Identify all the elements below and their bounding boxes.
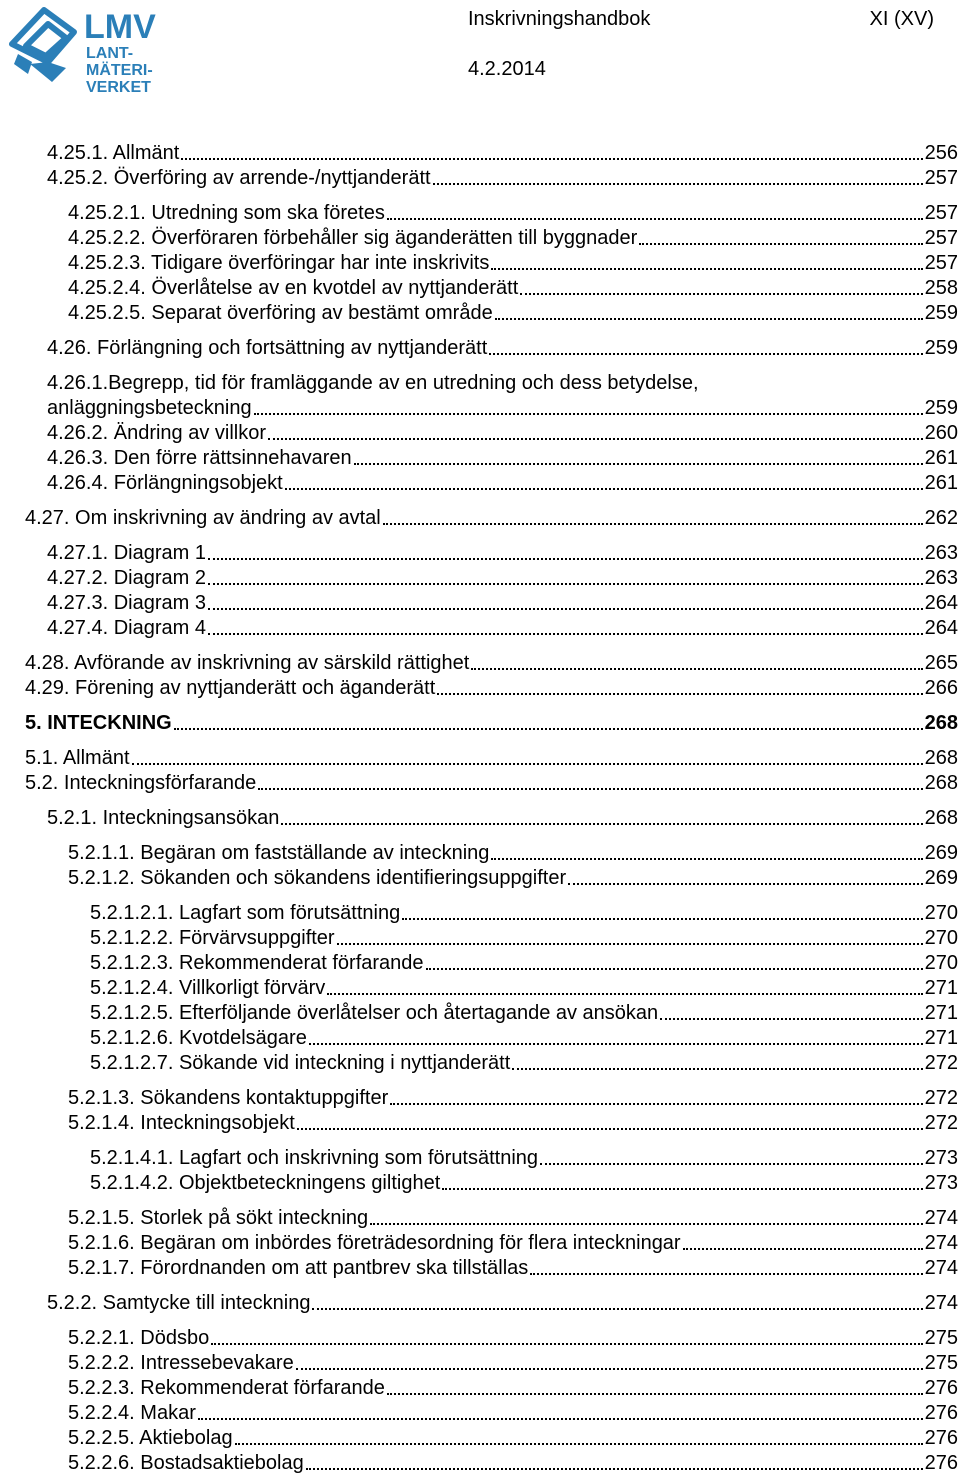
toc-entry-page: 276: [924, 1452, 958, 1474]
toc-entry-heading: [68, 1426, 233, 1451]
toc-entry-page: 269: [924, 867, 958, 889]
toc-entry-title: Ändring av villkor: [113, 422, 267, 444]
toc-entry-number: 5.2.2.: [47, 1292, 98, 1314]
dot-leader: [512, 1068, 922, 1070]
toc-entry-heading: [68, 1086, 388, 1111]
toc-entry-heading: [47, 566, 206, 591]
dot-leader: [383, 523, 923, 525]
toc-entry-title: Överföraren förbehåller sig äganderätten till byggnader: [151, 227, 638, 249]
toc-entry-title: Diagram 4: [113, 617, 206, 639]
toc-entry-page: 268: [924, 747, 958, 769]
dot-leader: [402, 918, 922, 920]
toc-entry[interactable]: [47, 616, 958, 641]
toc-entry-page: 269: [924, 842, 958, 864]
toc-entry-title: Separat överföring av bestämt område: [151, 302, 493, 324]
dot-leader: [530, 1273, 922, 1275]
toc-entry[interactable]: [47, 1291, 958, 1316]
toc-entry-heading: [68, 1111, 295, 1136]
toc-entry-heading: [90, 951, 424, 976]
dot-leader: [211, 1343, 922, 1345]
toc-entry-number: 5.2.1.4.2.: [90, 1172, 174, 1194]
toc-entry-heading: [68, 201, 385, 226]
toc-entry-heading: [25, 711, 172, 736]
toc-entry-title: Förlängning och fortsättning av nyttjanderätt: [97, 337, 488, 359]
svg-text:VERKET: VERKET: [86, 79, 151, 96]
toc-entry-page: 268: [924, 807, 958, 829]
toc-entry[interactable]: [47, 336, 958, 361]
dot-leader: [268, 438, 923, 440]
toc-entry-number: 5.2.1.2.7.: [90, 1052, 174, 1074]
toc-entry-title: Lagfart och inskrivning som förutsättning: [178, 1147, 539, 1169]
toc-entry-title: Objektbeteckningens giltighet: [178, 1172, 441, 1194]
toc-entry-number: 5.2.2.4.: [68, 1402, 135, 1424]
toc-entry[interactable]: [68, 1376, 958, 1401]
dot-leader: [426, 968, 923, 970]
toc-entry-heading: [90, 901, 400, 926]
toc-entry[interactable]: [68, 866, 958, 891]
dot-leader: [254, 413, 923, 415]
toc-entry-page: 275: [924, 1352, 958, 1374]
dot-leader: [471, 668, 922, 670]
toc-entry-page: 271: [924, 977, 958, 999]
toc-entry-heading: [47, 806, 279, 831]
toc-entry-title: Rekommenderat förfarande: [178, 952, 424, 974]
toc-entry-heading: [47, 446, 352, 471]
toc-entry-page: 273: [924, 1147, 958, 1169]
toc-entry-number: 5.2.1.2.4.: [90, 977, 174, 999]
toc-entry-heading: [68, 1351, 294, 1376]
svg-text:MÄTERI-: MÄTERI-: [86, 62, 153, 79]
toc-entry-title: Sökandens kontaktuppgifter: [140, 1087, 389, 1109]
toc-entry-number: 5.1.: [25, 747, 59, 769]
toc-entry-number: 5.2.1.1.: [68, 842, 135, 864]
toc-entry-title: Den förre rättsinnehavaren: [113, 447, 352, 469]
toc-entry[interactable]: [68, 841, 958, 866]
dot-leader: [568, 883, 922, 885]
toc-entry-page: 257: [924, 167, 958, 189]
toc-entry[interactable]: [68, 1256, 958, 1281]
toc-entry-page: 268: [924, 772, 958, 794]
toc-entry-number: 4.25.2.1.: [68, 202, 146, 224]
toc-entry-number: 5.2.2.2.: [68, 1352, 135, 1374]
toc-entry-heading: [68, 1376, 385, 1401]
toc-entry-title-continued: anläggningsbeteckning: [47, 397, 252, 419]
toc-entry-title: Inteckningsansökan: [102, 807, 280, 829]
toc-entry-page: 276: [924, 1377, 958, 1399]
toc-entry-title: Efterföljande överlåtelser och återtagande av ansökan: [178, 1002, 659, 1024]
dot-leader: [208, 633, 923, 635]
toc-entry[interactable]: [68, 226, 958, 251]
toc-entry[interactable]: [47, 471, 958, 496]
document-title: Inskrivningshandbok: [468, 8, 651, 30]
toc-entry-number: 5.2.1.6.: [68, 1232, 135, 1254]
toc-entry-number: 4.26.1.: [47, 372, 109, 394]
dot-leader: [198, 1418, 923, 1420]
dot-leader: [309, 1043, 923, 1045]
toc-entry[interactable]: [68, 1206, 958, 1231]
toc-entry-page: 271: [924, 1027, 958, 1049]
dot-leader: [235, 1443, 923, 1445]
dot-leader: [390, 1103, 922, 1105]
toc-entry[interactable]: [47, 166, 958, 191]
toc-entry-number: 5.2.1.2.1.: [90, 902, 174, 924]
toc-entry-heading: [47, 471, 283, 496]
toc-entry-number: 4.28.: [25, 652, 70, 674]
toc-entry-title: Avförande av inskrivning av särskild rättighet: [73, 652, 470, 674]
dot-leader: [312, 1308, 922, 1310]
toc-entry-number: 4.29.: [25, 677, 70, 699]
toc-entry-heading: [68, 276, 518, 301]
toc-entry-title: Tidigare överföringar har inte inskrivits: [151, 252, 490, 274]
toc-entry[interactable]: [68, 1086, 958, 1111]
toc-entry-heading: [47, 141, 179, 166]
toc-entry-title: Dödsbo: [140, 1327, 210, 1349]
dot-leader: [285, 488, 923, 490]
toc-entry-page: 262: [924, 507, 958, 529]
toc-entry-heading: [68, 1256, 528, 1281]
toc-entry[interactable]: [90, 976, 958, 1001]
toc-entry-number: 5.2.1.2.6.: [90, 1027, 174, 1049]
toc-entry-heading: [68, 251, 489, 276]
toc-entry-heading: [47, 1291, 310, 1316]
toc-entry[interactable]: [68, 301, 958, 326]
dot-leader: [520, 293, 922, 295]
toc-entry-title: Villkorligt förvärv: [178, 977, 326, 999]
toc-entry-heading: [68, 841, 489, 866]
toc-entry[interactable]: [90, 1146, 958, 1171]
toc-entry-page: 273: [924, 1172, 958, 1194]
toc-entry-title: Sökanden och sökandens identifieringsuppgifter: [140, 867, 567, 889]
toc-entry-title: Kvotdelsägare: [178, 1027, 307, 1049]
toc-entry-title: Lagfart som förutsättning: [178, 902, 401, 924]
toc-entry[interactable]: [68, 251, 958, 276]
toc-entry[interactable]: [68, 201, 958, 226]
toc-entry[interactable]: [47, 371, 958, 421]
toc-entry-page: 259: [924, 397, 958, 419]
toc-entry-number: 4.25.2.5.: [68, 302, 146, 324]
dot-leader: [437, 693, 922, 695]
toc-entry-page: 266: [924, 677, 958, 699]
toc-entry-number: 4.25.2.4.: [68, 277, 146, 299]
toc-entry-heading: [25, 771, 256, 796]
toc-entry-title: Allmänt: [112, 142, 180, 164]
toc-entry-number: 4.25.2.: [47, 167, 109, 189]
toc-entry[interactable]: [90, 951, 958, 976]
dot-leader: [306, 1468, 923, 1470]
dot-leader: [258, 788, 922, 790]
toc-entry-title: Makar: [140, 1402, 196, 1424]
toc-entry-page: 272: [924, 1112, 958, 1134]
toc-entry-title: Diagram 2: [113, 567, 206, 589]
toc-entry-heading: [68, 1231, 681, 1256]
toc-entry-title: Allmänt: [62, 747, 130, 769]
toc-entry-title: Aktiebolag: [139, 1427, 233, 1449]
toc-entry[interactable]: [25, 746, 958, 771]
toc-entry-title: Överföring av arrende-/nyttjanderätt: [113, 167, 431, 189]
toc-entry-number: 4.26.4.: [47, 472, 109, 494]
toc-entry[interactable]: [90, 1001, 958, 1026]
toc-entry-heading: [47, 336, 487, 361]
toc-entry-number: 4.27.4.: [47, 617, 109, 639]
dot-leader: [174, 728, 923, 730]
toc-entry-title: Inteckningsförfarande: [63, 772, 257, 794]
toc-entry-title: Inteckningsobjekt: [140, 1112, 295, 1134]
toc-entry-heading: [68, 1451, 304, 1476]
toc-entry-page: 272: [924, 1087, 958, 1109]
toc-entry-page: 259: [924, 302, 958, 324]
toc-entry[interactable]: [68, 276, 958, 301]
toc-entry-number: 5.2.1.3.: [68, 1087, 135, 1109]
svg-text:LMV: LMV: [84, 8, 156, 46]
toc-entry[interactable]: [47, 566, 958, 591]
toc-entry-heading: [47, 591, 206, 616]
toc-entry-title: Om inskrivning av ändring av avtal: [75, 507, 381, 529]
toc-entry-title: Förvärvsuppgifter: [178, 927, 335, 949]
toc-entry-page: 257: [924, 252, 958, 274]
toc-entry-page: 263: [924, 542, 958, 564]
toc-entry[interactable]: [68, 1426, 958, 1451]
toc-entry-title: Diagram 3: [113, 592, 206, 614]
toc-entry-number: 4.27.2.: [47, 567, 109, 589]
toc-entry-page: 268: [924, 712, 958, 734]
toc-entry-heading: [90, 1146, 538, 1171]
toc-entry-page: 275: [924, 1327, 958, 1349]
toc-entry[interactable]: [47, 446, 958, 471]
toc-entry[interactable]: [47, 591, 958, 616]
toc-entry-page: 265: [924, 652, 958, 674]
toc-entry-number: 5.2.1.7.: [68, 1257, 135, 1279]
toc-entry[interactable]: [25, 771, 958, 796]
toc-entry-page: 271: [924, 1002, 958, 1024]
toc-entry[interactable]: [90, 926, 958, 951]
dot-leader: [208, 608, 923, 610]
toc-entry-heading: [47, 166, 431, 191]
toc-entry-number: 5.2.1.4.1.: [90, 1147, 174, 1169]
toc-entry-heading: [47, 421, 266, 446]
dot-leader: [208, 558, 923, 560]
toc-entry[interactable]: [90, 1171, 958, 1196]
toc-entry-number: 5.2.1.5.: [68, 1207, 135, 1229]
toc-entry-page: 264: [924, 592, 958, 614]
toc-entry-number: 4.27.1.: [47, 542, 109, 564]
toc-entry-page: 272: [924, 1052, 958, 1074]
toc-entry-number: 4.27.: [25, 507, 70, 529]
toc-entry-title: Intressebevakare: [140, 1352, 294, 1374]
toc-entry-title: Storlek på sökt inteckning: [140, 1207, 369, 1229]
toc-entry-heading: [90, 1026, 307, 1051]
dot-leader: [683, 1248, 923, 1250]
toc-entry-page: 258: [924, 277, 958, 299]
dot-leader: [132, 763, 923, 765]
toc-entry-number: 5.2.1.: [47, 807, 98, 829]
toc-entry-number: 5.2.2.5.: [68, 1427, 135, 1449]
dot-leader: [208, 583, 923, 585]
toc-entry-title: INTECKNING: [47, 712, 172, 734]
toc-entry-heading: [68, 866, 566, 891]
dot-leader: [297, 1128, 923, 1130]
toc-entry-heading: [68, 1206, 368, 1231]
dot-leader: [491, 268, 922, 270]
toc-entry[interactable]: [25, 506, 958, 531]
toc-entry-title: Överlåtelse av en kvotdel av nyttjanderätt: [151, 277, 519, 299]
toc-entry-page: 270: [924, 952, 958, 974]
dot-leader: [296, 1368, 923, 1370]
dot-leader: [433, 183, 923, 185]
toc-entry-number: 4.25.2.3.: [68, 252, 146, 274]
toc-entry-heading: [25, 676, 435, 701]
toc-entry-number: 5.2.2.3.: [68, 1377, 135, 1399]
toc-entry-number: 4.27.3.: [47, 592, 109, 614]
toc-entry-number: 5.2.2.6.: [68, 1452, 135, 1474]
toc-entry-heading: [68, 1326, 209, 1351]
toc-entry-page: 274: [924, 1207, 958, 1229]
toc-entry[interactable]: [90, 901, 958, 926]
toc-entry[interactable]: [68, 1326, 958, 1351]
toc-entry-title: Bostadsaktiebolag: [140, 1452, 304, 1474]
toc-entry-title: Diagram 1: [113, 542, 206, 564]
toc-entry-heading: [90, 976, 325, 1001]
toc-entry-page: 276: [924, 1402, 958, 1424]
dot-leader: [495, 318, 923, 320]
toc-entry-heading: [68, 301, 493, 326]
toc-entry-title: Samtycke till inteckning: [102, 1292, 311, 1314]
toc-entry[interactable]: [47, 541, 958, 566]
toc-entry[interactable]: [25, 711, 958, 736]
toc-entry-title: Utredning som ska företes: [151, 202, 385, 224]
toc-entry-number: 4.25.1.: [47, 142, 109, 164]
toc-entry-page: 257: [924, 202, 958, 224]
toc-entry[interactable]: [68, 1451, 958, 1476]
dot-leader: [327, 993, 922, 995]
toc-entry-number: 5.2.1.4.: [68, 1112, 135, 1134]
dot-leader: [442, 1188, 922, 1190]
toc-entry-page: 256: [924, 142, 958, 164]
toc-entry[interactable]: [68, 1401, 958, 1426]
toc-entry-page: 270: [924, 927, 958, 949]
toc-entry-page: 261: [924, 472, 958, 494]
dot-leader: [540, 1163, 923, 1165]
toc-entry-title: Förening av nyttjanderätt och äganderätt: [75, 677, 436, 699]
dot-leader: [337, 943, 923, 945]
toc-entry[interactable]: [25, 651, 958, 676]
toc-entry-number: 5.2.1.2.: [68, 867, 135, 889]
toc-entry[interactable]: [47, 141, 958, 166]
toc-entry[interactable]: [47, 806, 958, 831]
toc-entry-title: Begrepp, tid för framläggande av en utredning och dess betydelse,: [108, 372, 699, 394]
toc-entry-number: 4.26.: [47, 337, 92, 359]
toc-entry-page: 263: [924, 567, 958, 589]
toc-entry-title: Rekommenderat förfarande: [140, 1377, 385, 1399]
toc-entry-title: Sökande vid inteckning i nyttjanderätt: [178, 1052, 511, 1074]
dot-leader: [181, 158, 922, 160]
toc-entry[interactable]: [90, 1051, 958, 1076]
svg-text:LANT-: LANT-: [86, 45, 134, 62]
dot-leader: [281, 823, 922, 825]
toc-entry-page: 261: [924, 447, 958, 469]
toc-entry-number: 5.2.: [25, 772, 59, 794]
toc-entry-title: Förlängningsobjekt: [113, 472, 283, 494]
dot-leader: [660, 1018, 922, 1020]
toc-entry-heading: [68, 226, 637, 251]
toc-entry[interactable]: [68, 1111, 958, 1136]
toc-entry-page: 260: [924, 422, 958, 444]
toc-entry-title: Förordnanden om att pantbrev ska tillställas: [140, 1257, 529, 1279]
toc-entry-page: 270: [924, 902, 958, 924]
toc-entry-page: 259: [924, 337, 958, 359]
dot-leader: [354, 463, 923, 465]
toc-entry-heading: [90, 1051, 510, 1076]
toc-entry-heading: [47, 541, 206, 566]
toc-entry-page: 274: [924, 1257, 958, 1279]
toc-entry-heading: [90, 1171, 440, 1196]
toc-entry-page: 276: [924, 1427, 958, 1449]
toc-entry-heading: [25, 651, 469, 676]
toc-entry-number: 4.25.2.2.: [68, 227, 146, 249]
toc-entry-heading: [90, 1001, 658, 1026]
toc-entry-title: Begäran om fastställande av inteckning: [140, 842, 490, 864]
toc-entry[interactable]: [68, 1351, 958, 1376]
toc-entry-number: 5.: [25, 712, 42, 734]
toc-entry[interactable]: [90, 1026, 958, 1051]
section-number: XI (XV): [869, 8, 934, 30]
dot-leader: [639, 243, 922, 245]
dot-leader: [370, 1223, 922, 1225]
toc-entry-page: 257: [924, 227, 958, 249]
dot-leader: [387, 218, 923, 220]
toc-entry-heading: [25, 506, 381, 531]
dot-leader: [387, 1393, 923, 1395]
toc-entry-number: 5.2.2.1.: [68, 1327, 135, 1349]
toc-entry-number: 5.2.1.2.3.: [90, 952, 174, 974]
toc-entry-number: 5.2.1.2.5.: [90, 1002, 174, 1024]
toc-entry-heading: [47, 616, 206, 641]
toc-entry[interactable]: [25, 676, 958, 701]
toc-entry-page: 274: [924, 1232, 958, 1254]
toc-entry-title: Begäran om inbördes företrädesordning för flera inteckningar: [140, 1232, 681, 1254]
toc-entry-number: 5.2.1.2.2.: [90, 927, 174, 949]
toc-entry-heading: [90, 926, 335, 951]
document-date: 4.2.2014: [468, 58, 546, 80]
toc-entry-number: 4.26.2.: [47, 422, 109, 444]
toc-entry-heading: [68, 1401, 196, 1426]
toc-entry-number: 4.26.3.: [47, 447, 109, 469]
toc-entry-heading: [25, 746, 130, 771]
toc-entry-page: 274: [924, 1292, 958, 1314]
dot-leader: [489, 353, 922, 355]
toc-entry-page: 264: [924, 617, 958, 639]
dot-leader: [491, 858, 922, 860]
toc-entry[interactable]: [68, 1231, 958, 1256]
toc-entry[interactable]: [47, 421, 958, 446]
